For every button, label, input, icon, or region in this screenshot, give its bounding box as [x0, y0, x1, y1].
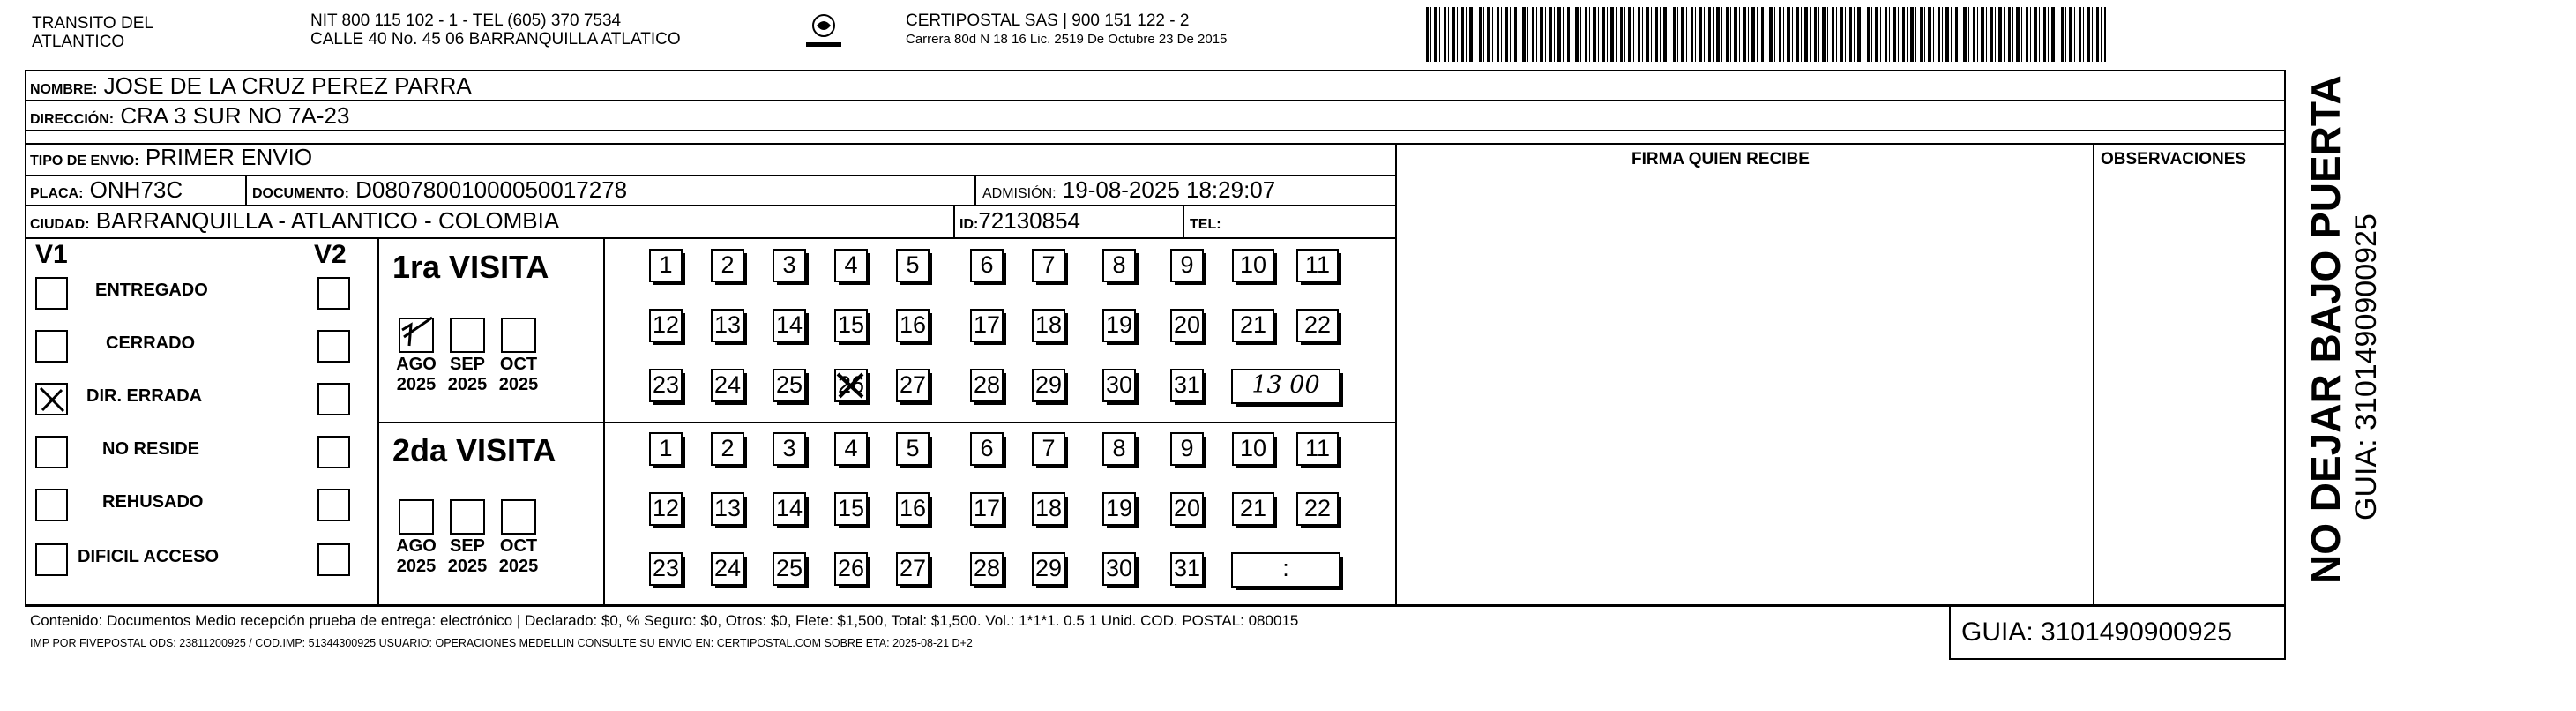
month-year: 2025 [447, 557, 488, 576]
v2-checkbox[interactable] [317, 436, 350, 468]
barcode [1426, 7, 2106, 62]
direccion-row [30, 102, 349, 133]
second-visit-month-box[interactable] [399, 499, 434, 535]
second-visit-day-8[interactable]: 8 [1102, 432, 1136, 466]
second-visit-day-9[interactable]: 9 [1170, 432, 1204, 466]
first-visit-day-29[interactable]: 29 [1032, 369, 1065, 402]
direccion-value: CRA 3 SUR NO 7A-23 [120, 102, 350, 129]
id-value: 72130854 [978, 207, 1081, 234]
second-visit-day-31[interactable]: 31 [1170, 552, 1204, 586]
first-visit-day-1[interactable]: 1 [649, 249, 683, 282]
v2-label: V2 [314, 240, 347, 269]
month-name: OCT [499, 536, 538, 556]
license-line: Carrera 80d N 18 16 Lic. 2519 De Octubre 23 De 2015 [906, 32, 1228, 47]
first-visit-day-6[interactable]: 6 [970, 249, 1004, 282]
second-visit-day-4[interactable]: 4 [834, 432, 868, 466]
form-frame [25, 70, 2286, 606]
first-visit-month-label [492, 355, 545, 395]
sender-line2: ATLANTICO [32, 33, 125, 51]
v2-checkbox[interactable] [317, 383, 350, 415]
second-visit-month-label [390, 536, 443, 577]
first-visit-day-8[interactable]: 8 [1102, 249, 1136, 282]
first-visit-day-18[interactable]: 18 [1032, 309, 1065, 342]
second-visit-label: 2da VISITA [392, 432, 556, 468]
second-visit-day-20[interactable]: 20 [1170, 492, 1204, 526]
second-visit-day-30[interactable]: 30 [1102, 552, 1136, 586]
second-visit-day-29[interactable]: 29 [1032, 552, 1065, 586]
month-name: OCT [499, 355, 538, 374]
first-visit-month-label [390, 355, 443, 395]
second-visit-day-22[interactable]: 22 [1296, 492, 1339, 526]
first-visit-day-26[interactable]: 26 [834, 369, 868, 402]
second-visit-day-18[interactable]: 18 [1032, 492, 1065, 526]
first-visit-day-30[interactable]: 30 [1102, 369, 1136, 402]
first-visit-day-25[interactable]: 25 [773, 369, 806, 402]
first-visit-day-24[interactable]: 24 [711, 369, 744, 402]
first-visit-day-27[interactable]: 27 [896, 369, 930, 402]
first-visit-day-28[interactable]: 28 [970, 369, 1004, 402]
tipo-value: PRIMER ENVIO [145, 144, 313, 170]
second-visit-day-7[interactable]: 7 [1032, 432, 1065, 466]
first-visit-day-15[interactable]: 15 [834, 309, 868, 342]
first-visit-day-2[interactable]: 2 [711, 249, 744, 282]
v1-checkbox[interactable] [35, 436, 68, 468]
second-visit-day-5[interactable]: 5 [896, 432, 930, 466]
v2-checkbox[interactable] [317, 277, 350, 310]
ciudad-value: BARRANQUILLA - ATLANTICO - COLOMBIA [95, 207, 560, 234]
nombre-value: JOSE DE LA CRUZ PEREZ PARRA [103, 72, 472, 99]
tel-label: TEL: [1190, 217, 1221, 232]
admision-value: 19-08-2025 18:29:07 [1062, 176, 1276, 203]
second-visit-day-19[interactable]: 19 [1102, 492, 1136, 526]
month-year: 2025 [498, 557, 539, 576]
month-name: SEP [449, 355, 486, 374]
second-visit-day-10[interactable]: 10 [1232, 432, 1274, 466]
contenido-line: Contenido: Documentos Medio recepción prueba de entrega: electrónico | Declarado: $0, % Seguro: $0, Otros: $0, Flete: $1,500, Total: $1,500. Vol.: 1*1*1. 0.5 1 Unid. COD. POSTAL: 080015 [30, 612, 1299, 629]
tipo-row [30, 144, 312, 175]
second-visit-month-label [441, 536, 494, 577]
v1-checkbox[interactable] [35, 277, 68, 310]
v1-checkbox[interactable] [35, 489, 68, 521]
nombre-row [30, 72, 472, 103]
id-label: ID: [959, 217, 979, 232]
v1-checkbox[interactable] [35, 383, 68, 415]
observaciones-label: OBSERVACIONES [2101, 150, 2247, 168]
certipostal-logo [804, 11, 843, 53]
first-visit-label: 1ra VISITA [392, 249, 549, 285]
ciudad-cell [30, 207, 559, 238]
sender-contact [310, 11, 681, 49]
first-visit-day-11[interactable]: 11 [1296, 249, 1339, 282]
second-visit-day-26[interactable]: 26 [834, 552, 868, 586]
sender-line1: TRANSITO DEL [32, 14, 153, 33]
status-label: REHUSADO [102, 492, 204, 512]
status-label: CERRADO [106, 333, 196, 353]
v2-checkbox[interactable] [317, 330, 350, 363]
first-visit-day-19[interactable]: 19 [1102, 309, 1136, 342]
admision-cell [982, 176, 1275, 207]
first-visit-day-20[interactable]: 20 [1170, 309, 1204, 342]
tipo-label: TIPO DE ENVIO: [30, 153, 139, 168]
first-visit-day-22[interactable]: 22 [1296, 309, 1339, 342]
second-visit-day-2[interactable]: 2 [711, 432, 744, 466]
id-cell [959, 207, 1080, 238]
address-line: CALLE 40 No. 45 06 BARRANQUILLA ATLATICO [310, 30, 681, 49]
placa-value: ONH73C [89, 176, 183, 203]
first-visit-day-10[interactable]: 10 [1232, 249, 1274, 282]
first-visit-day-4[interactable]: 4 [834, 249, 868, 282]
second-visit-day-14[interactable]: 14 [773, 492, 806, 526]
first-visit-day-7[interactable]: 7 [1032, 249, 1065, 282]
v1-checkbox[interactable] [35, 330, 68, 363]
second-visit-day-6[interactable]: 6 [970, 432, 1004, 466]
x-mark-icon [37, 385, 66, 414]
second-visit-day-25[interactable]: 25 [773, 552, 806, 586]
first-visit-month-box[interactable] [399, 318, 434, 353]
first-visit-day-31[interactable]: 31 [1170, 369, 1204, 402]
firma-label: FIRMA QUIEN RECIBE [1631, 150, 1810, 168]
first-visit-day-14[interactable]: 14 [773, 309, 806, 342]
first-visit-day-5[interactable]: 5 [896, 249, 930, 282]
month-year: 2025 [396, 557, 437, 576]
second-visit-day-24[interactable]: 24 [711, 552, 744, 586]
first-visit-day-12[interactable]: 12 [649, 309, 683, 342]
first-visit-time-box[interactable]: 13 00 [1231, 369, 1340, 404]
first-visit-day-17[interactable]: 17 [970, 309, 1004, 342]
second-visit-day-27[interactable]: 27 [896, 552, 930, 586]
month-name: AGO [396, 355, 437, 374]
first-visit-month-box[interactable] [501, 318, 536, 353]
second-visit-day-1[interactable]: 1 [649, 432, 683, 466]
nombre-label: NOMBRE: [30, 82, 98, 97]
status-label: DIFICIL ACCESO [78, 547, 220, 566]
second-visit-day-3[interactable]: 3 [773, 432, 806, 466]
imp-line: IMP POR FIVEPOSTAL ODS: 23811200925 / COD.IMP: 51344300925 USUARIO: OPERACIONES MEDELLIN CONSULTE SU ENVIO EN: CERTIPOSTAL.COM SOBRE ETA: 2025-08-21 D+2 [30, 637, 973, 649]
second-visit-day-23[interactable]: 23 [649, 552, 683, 586]
second-visit-day-11[interactable]: 11 [1296, 432, 1339, 466]
month-name: SEP [449, 536, 486, 556]
status-label: ENTREGADO [95, 281, 208, 300]
first-visit-day-13[interactable]: 13 [711, 309, 744, 342]
nit-line: NIT 800 115 102 - 1 - TEL (605) 370 7534 [310, 11, 622, 30]
second-visit-day-17[interactable]: 17 [970, 492, 1004, 526]
status-label: DIR. ERRADA [86, 386, 203, 406]
side-guia: GUIA: 3101490900925 [2349, 213, 2383, 520]
second-visit-day-16[interactable]: 16 [896, 492, 930, 526]
guia-box: GUIA: 3101490900925 [1961, 617, 2232, 647]
first-visit-day-3[interactable]: 3 [773, 249, 806, 282]
documento-value: D08078001000050017278 [355, 176, 628, 203]
second-visit-month-box[interactable] [501, 499, 536, 535]
direccion-label: DIRECCIÓN: [30, 112, 115, 127]
sender-name [32, 14, 153, 51]
first-visit-day-9[interactable]: 9 [1170, 249, 1204, 282]
v1-checkbox[interactable] [35, 543, 68, 576]
second-visit-day-13[interactable]: 13 [711, 492, 744, 526]
second-visit-time-box[interactable]: : [1231, 552, 1340, 588]
ciudad-label: CIUDAD: [30, 217, 90, 232]
admision-label: ADMISIÓN: [982, 186, 1057, 201]
logo-icon [804, 11, 843, 53]
courier-info [906, 11, 1227, 49]
documento-label: DOCUMENTO: [252, 186, 349, 201]
second-visit-month-label [492, 536, 545, 577]
check-mark-icon [397, 314, 436, 349]
second-visit-day-12[interactable]: 12 [649, 492, 683, 526]
second-visit-day-15[interactable]: 15 [834, 492, 868, 526]
status-label: NO RESIDE [102, 439, 200, 459]
placa-cell [30, 176, 183, 207]
documento-cell [252, 176, 627, 207]
no-dejar-bajo-puerta: NO DEJAR BAJO PUERTA [2303, 75, 2348, 584]
first-visit-day-21[interactable]: 21 [1232, 309, 1274, 342]
first-visit-month-box[interactable] [450, 318, 485, 353]
tel-cell [1190, 207, 1221, 238]
month-year: 2025 [396, 375, 437, 394]
month-name: AGO [396, 536, 437, 556]
second-visit-month-box[interactable] [450, 499, 485, 535]
second-visit-day-21[interactable]: 21 [1232, 492, 1274, 526]
v1-label: V1 [35, 240, 68, 269]
first-visit-day-23[interactable]: 23 [649, 369, 683, 402]
company-line: CERTIPOSTAL SAS | 900 151 122 - 2 [906, 11, 1190, 30]
first-visit-day-16[interactable]: 16 [896, 309, 930, 342]
v2-checkbox[interactable] [317, 489, 350, 521]
first-visit-month-label [441, 355, 494, 395]
second-visit-day-28[interactable]: 28 [970, 552, 1004, 586]
placa-label: PLACA: [30, 186, 84, 201]
day-cross-mark-icon [834, 369, 868, 402]
month-year: 2025 [447, 375, 488, 394]
month-year: 2025 [498, 375, 539, 394]
v2-checkbox[interactable] [317, 543, 350, 576]
